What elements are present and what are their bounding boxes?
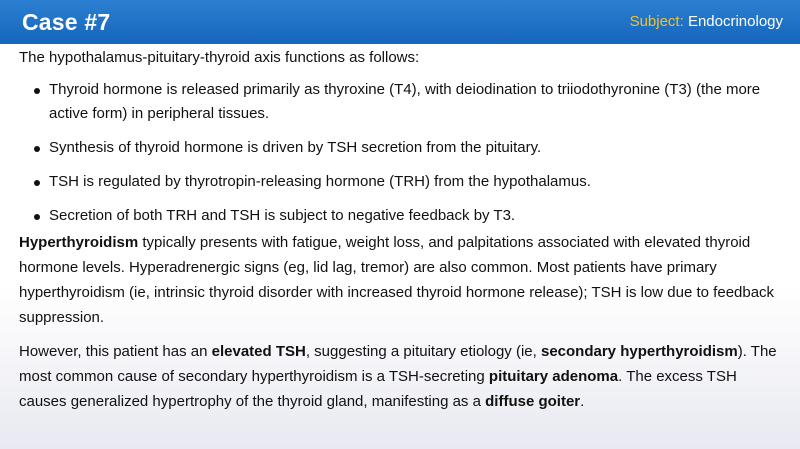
paragraph-text: ). The most common cause of secondary hyperthyroidism is a TSH-secreting (19, 343, 777, 385)
subject-line (630, 13, 783, 30)
hyperthyroidism-paragraph (19, 230, 779, 330)
paragraph-text: . (580, 393, 585, 410)
paragraph-text: . The excess TSH causes generalized hypertrophy of the thyroid gland, manifesting as a (19, 368, 737, 410)
paragraph-text: typically presents with fatigue, weight loss, and palpitations associated with elevated thyroid hormone levels. Hyperadrenergic signs (eg, lid lag, tremor) are also common. Most patients have primary hyperthyroidism (ie, intrinsic thyroid disorder with increased thyroid hormone release); TSH is low due to feedback suppression. (19, 234, 775, 326)
subject-label: Subject: (629, 13, 684, 30)
paragraph-text: However, this patient has an (19, 343, 212, 360)
axis-bullet-list (19, 78, 779, 238)
bold-term-pituitary-adenoma: pituitary adenoma (488, 368, 619, 385)
bullet-text: Secretion of both TRH and TSH is subject to negative feedback by T3. (49, 207, 516, 224)
header-bar (0, 0, 800, 45)
bullet-item (19, 204, 779, 228)
paragraph-text: , suggesting a pituitary etiology (ie, (305, 343, 541, 360)
case-title: Case #7 (22, 9, 111, 35)
bullet-item (19, 170, 779, 194)
bullet-dot-icon (34, 214, 40, 220)
bullet-text: Synthesis of thyroid hormone is driven by TSH secretion from the pituitary. (49, 139, 542, 156)
bullet-item (19, 78, 779, 126)
bullet-text: TSH is regulated by thyrotropin-releasing hormone (TRH) from the hypothalamus. (49, 173, 591, 190)
bullet-item (19, 136, 779, 160)
bullet-dot-icon (34, 180, 40, 186)
intro-text: The hypothalamus-pituitary-thyroid axis functions as follows: (19, 49, 420, 66)
content-area (0, 44, 800, 449)
bold-term-secondary-hyperthyroidism: secondary hyperthyroidism (540, 343, 738, 360)
secondary-hyperthyroidism-paragraph (19, 339, 779, 414)
bullet-text: Thyroid hormone is released primarily as thyroxine (T4), with deiodination to triiodothyronine (T3) (the more active form) in peripheral tissues. (49, 81, 761, 122)
bold-term-diffuse-goiter: diffuse goiter (485, 393, 581, 410)
bullet-dot-icon (34, 88, 40, 94)
subject-value: Endocrinology (687, 13, 783, 30)
bold-term-hyperthyroidism: Hyperthyroidism (19, 234, 139, 251)
bold-term-elevated-tsh: elevated TSH (211, 343, 306, 360)
bullet-dot-icon (34, 146, 40, 152)
